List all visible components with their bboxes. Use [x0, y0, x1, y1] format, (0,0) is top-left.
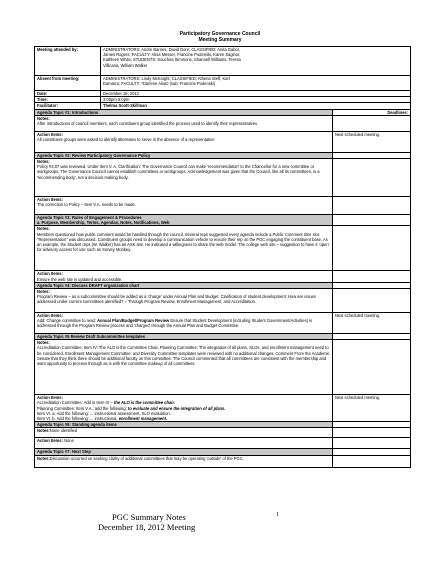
topic5-action-row — [35, 395, 411, 422]
notes-label: Notes: — [37, 455, 50, 461]
deadline-cell — [333, 340, 411, 395]
deadline-cell: Next scheduled meeting. — [333, 313, 411, 334]
page-number: 1 — [276, 512, 279, 518]
topic2-heading: Agenda Topic #2: Review Participatory Governance Policy — [35, 152, 333, 158]
action-label: Action Items: — [37, 395, 63, 401]
topic6-action — [35, 438, 333, 449]
attended-line: Kathleen White; STUDENTS: Souchira Simmons, Shannell Williams, Teresa — [103, 57, 241, 63]
doc-title: Meeting Summary — [198, 37, 242, 43]
action-label: Action Items: — [37, 197, 63, 203]
topic2-action — [35, 197, 333, 215]
action-text: All constituent groups were asked to identify alternates to serve in the absence of a representative — [37, 137, 215, 143]
attended-line: Villicana, William Walker — [103, 62, 148, 68]
topic5-notes — [35, 340, 333, 395]
action-label: Action Items: — [37, 131, 63, 137]
action-text: The correction to Policy – Item V.A. needs to be made. — [37, 202, 136, 208]
deadline-cell — [333, 197, 411, 215]
action-text-bold: Annual Plan/Budget/Program Review — [97, 318, 170, 324]
topic3-notes — [35, 226, 333, 271]
topic1-action-row — [35, 131, 411, 152]
deadline-cell: Next scheduled meeting. — [333, 131, 411, 152]
deadlines-label: Deadlines: — [333, 109, 411, 115]
absent-label: Absent from meeting: — [35, 76, 101, 91]
topic2-notes — [35, 159, 333, 197]
notes-label: Notes: — [37, 226, 50, 232]
notes-label: Notes: — [37, 428, 50, 434]
action-text — [37, 318, 330, 328]
action-label: Action Items: — [37, 313, 63, 319]
action-text-post: Ensure that Student Development (including Student Government/Activities) is addressed through the Program Review process and 'charged' through the Annual Plan and Budget Committee. — [37, 318, 313, 329]
action-label: Action Items: — [37, 271, 63, 277]
topic6-notes-row — [35, 428, 411, 438]
action-line: Item VI. a. Add the following: ... instructional assessment, SLO evaluation. — [37, 410, 171, 416]
action-a: Accreditation Committee: Add in Item IV – — [37, 400, 114, 406]
footer — [98, 512, 195, 532]
notes-text: Policy #2.07 was reviewed. Under Item V. A. Clarification: The Governance Council can make 'recommendation' to the Chancellor for a new committee or workgroups. The Governance Council cannot establish committees or workgroups. Acknowledgement was given that the Council, like all its committees, is a 'recommending body', not a decision-making body. — [37, 164, 320, 180]
deadline-cell — [333, 289, 411, 313]
topic1-heading: Agenda Topic #1: Introductions — [35, 109, 333, 115]
notes-text: Members questioned how public comment would be handled through the council. Several reps suggested every agenda include a Public Comment time slot. "Representation" was discussed. Constituent groups need to develop a communication vehicle to ensure their rep on the PGC engaging the constituent base. As an example, the Student reps (W. Walker) has an ASK site. He indicated a willingness to share the web model. The college web site – suggestion to have it 'open' for advisory access for use such as Survey Monkey. — [37, 231, 330, 253]
topic3-heading — [35, 215, 333, 226]
deadline-cell — [333, 271, 411, 282]
attended-value — [101, 47, 411, 76]
action-a-emph: the ALO is the committee chair. — [113, 400, 175, 406]
footer-title: PGC Summary Notes — [112, 512, 186, 522]
topic4-heading: Agenda Topic #4: Discuss DRAFT organization chart — [35, 282, 333, 288]
attended-line: James Rogers; FACULTY: Alisa Messer, Francine Podenski, Karen Saginor, — [103, 52, 241, 58]
topic5-action — [35, 395, 333, 422]
attended-label: Meeting attended by: — [35, 47, 101, 76]
notes-label: Notes: — [37, 289, 50, 295]
topic5-notes-row — [35, 340, 411, 395]
action-d: Item VI. b. Add the following: ... instructional, — [37, 416, 119, 422]
notes-text: After introductions of council members, each constituent group identified the process used to identify their representatives. — [37, 121, 259, 127]
topic3-heading-row — [35, 215, 411, 226]
topic7-notes — [35, 455, 333, 467]
notes-text: None identified — [49, 428, 78, 434]
topic4-notes-row — [35, 289, 411, 313]
topic2-notes-row — [35, 159, 411, 197]
topic7-heading: Agenda Topic #7: Next Step — [35, 449, 333, 455]
absent-line: ADMINISTRATORS: Lindy McKnight; CLASSIFIED: Athena Steff, Karl — [103, 76, 230, 81]
date-label: Date: — [35, 91, 101, 97]
topic1-notes — [35, 115, 333, 131]
date-value: December 18, 2012 — [101, 91, 411, 97]
topic1-action — [35, 131, 333, 152]
facilitator-value: Thelma Scott-Skillman — [101, 103, 411, 109]
attended-line: ADMINISTRATORS: Andre Barnes, David Dore; CLASSIFIED: Anita Gabor, — [103, 47, 241, 52]
topic7-notes-row — [35, 455, 411, 467]
action-text-pre: Add: Change committee to read: — [37, 318, 98, 324]
footer-date: December 18, 2012 Meeting — [98, 522, 196, 532]
deadline-cell — [333, 455, 411, 467]
absent-line: Damarra; FACULTY: *Darlene Alioto (sub: Francine Podenski) — [103, 81, 216, 87]
topic6-notes — [35, 428, 333, 438]
deadline-cell — [333, 115, 411, 131]
notes-text: Accreditation Committee: Item IV: The ALO is the Committee Chair. Planning Committee: The integration of all plans, SLOs, and enrollment management need to be considered. Enrollment Management Committee: and Diversity Committee templates were reviewed with no additional changes. Comment From the Academic Senate that they think there should be additional faculty on this committee. The Council commented that all committees are consistent with the membership and want opportunity to process through as is with the committee makeup of all committees. — [37, 345, 330, 367]
notes-label: Notes: — [37, 159, 50, 165]
notes-label: Notes: — [37, 115, 50, 121]
action-text: None — [64, 438, 74, 444]
meeting-summary-table — [34, 46, 411, 468]
deadline-cell — [333, 215, 411, 226]
facilitator-label: Facilitator: — [35, 103, 101, 109]
topic3-action-row — [35, 271, 411, 282]
org-name: Participatory Governance Council — [179, 31, 261, 37]
notes-text: Program Review – as a subcommittee should be added as a 'charge' under Annual Plan and Budget. Clarification of student development: How are issues addressed under current committees identified? – Through Program Review, Enrollment Management, and Accreditation. — [37, 294, 316, 305]
notes-label: Notes: — [37, 340, 50, 346]
deadline-cell — [333, 428, 411, 438]
topic3-action — [35, 271, 333, 282]
topic6-action-row — [35, 438, 411, 449]
topic1-notes-row — [35, 115, 411, 131]
topic4-notes — [35, 289, 333, 313]
time-label: Time: — [35, 97, 101, 103]
action-b-emph: to evaluate and ensure the integration of all plans. — [127, 405, 226, 411]
attended-row — [35, 47, 411, 76]
topic2-action-row — [35, 197, 411, 215]
action-text: Ensure the web site is updated and accessible. — [37, 276, 123, 282]
topic6-heading: Agenda Topic #6: Standing agenda items — [35, 422, 333, 428]
topic4-action — [35, 313, 333, 334]
deadline-cell — [333, 226, 411, 271]
topic3-notes-row — [35, 226, 411, 271]
deadline-cell: Next scheduled meeting. — [333, 395, 411, 422]
action-label: Action Items: — [37, 438, 63, 444]
document-header — [0, 31, 440, 43]
time-value: 3:00pm-5:0pm — [101, 97, 411, 103]
topic3-subtitle: a. Purpose, Membership, Terms, Agendas, Notes, Notifications, Web — [35, 220, 332, 225]
deadline-cell — [333, 438, 411, 449]
absent-row — [35, 76, 411, 91]
notes-text: Discussion occurred on seeking clarity of additional committees that may be operating 'outside' of the PGC. — [49, 455, 244, 461]
topic4-action-row — [35, 313, 411, 334]
action-b: Planning Committee: Item V.A.: add the following: — [37, 405, 128, 411]
action-d-emph: enrollment management. — [118, 416, 168, 422]
deadline-cell — [333, 159, 411, 197]
absent-value — [101, 76, 411, 91]
action-line — [37, 416, 330, 421]
topic3-title: Agenda Topic #3: Rules of Engagement & Procedures — [35, 215, 332, 220]
topic5-heading: Agenda Topic #5 Review Draft Subcommittee templates — [35, 334, 333, 340]
